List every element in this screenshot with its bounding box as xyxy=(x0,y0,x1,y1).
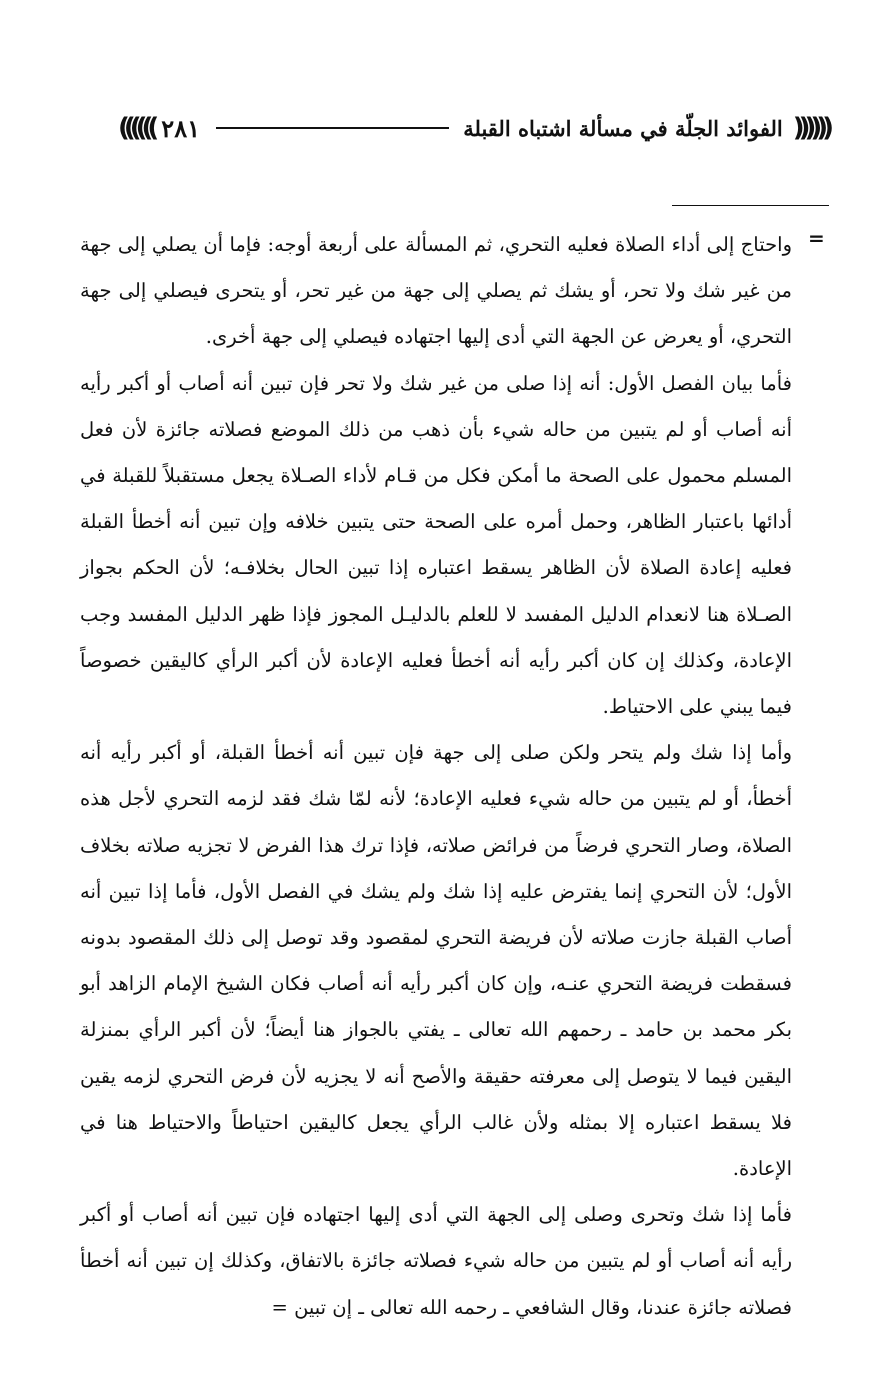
continuation-mark: = xyxy=(808,226,825,250)
header-ornament-left: )))))) xyxy=(118,113,154,143)
paragraph-1: واحتاج إلى أداء الصلاة فعليه التحري، ثم المسألة على أربعة أوجه: فإما أن يصلي إلى جهة من غير شك ولا تحر، أو يشك ثم يصلي إلى جهة من غير تحر، أو يتحرى فيصلي إلى جهة التحري، أو يعرض عن الجهة التي أدى إليها اجتهاده فيصلي إلى جهة أخرى. xyxy=(80,233,792,349)
header-title: الفوائد الجلّة في مسألة اشتباه القبلة xyxy=(463,115,783,141)
header-ornament-right: (((((( xyxy=(792,113,828,143)
paragraph-2: فأما بيان الفصل الأول: أنه إذا صلى من غير شك ولا تحر فإن تبين أنه أصاب أو أكبر رأيه أنه أصاب أو لم يتبين من حاله شيء بأن ذهب من ذلك الموضع فصلاته جائزة لأن فعل المسلم محمول على الصحة ما أمكن فكل من قـام لأداء الصـلاة يجعل مستقبلاً للقبلة في أدائها باعتبار الظاهر، وحمل أمره على الصحة حتى يتبين خلافه وإن تبين أنه أخطأ القبلة فعليه إعادة الصلاة لأن الظاهر يسقط اعتباره إذا تبين الحال بخلافـه؛ لأن الحكم بجواز الصـلاة هنا لانعدام الدليل المفسد لا للعلم بالدليـل المجوز فإذا ظهر الدليل المفسد وجب الإعادة، وكذلك إن كان أكبر رأيه أنه أخطأ فعليه الإعادة لأن أكبر الرأي كاليقين خصوصاً فيما يبني على الاحتياط. xyxy=(80,371,792,719)
page-number: ٢٨١ xyxy=(161,113,200,143)
paragraph-3: وأما إذا شك ولم يتحر ولكن صلى إلى جهة فإن تبين أنه أخطأ القبلة، أو أكبر رأيه أنه أخطأ، أو لم يتبين من حاله شيء فعليه الإعادة؛ لأنه لمّا شك فقد لزمه التحري لأجل هذه الصلاة، وصار التحري فرضاً من فرائض صلاته، فإذا ترك هذا الفرض لا تجزيه صلاته بخلاف الأول؛ لأن التحري إنما يفترض عليه إذا شك ولم يشك في الفصل الأول، فأما إذا تبين أنه أصاب القبلة جازت صلاته لأن فريضة التحري لمقصود وقد توصل إلى ذلك المقصود بدونه فسقطت فريضة التحري عنـه، وإن كان أكبر رأيه أنه أصاب فكان الشيخ الإمام الزاهد أبو بكر محمد بن حامد ـ رحمهم الله تعالى ـ يفتي بالجواز هنا أيضاً؛ لأن أكبر الرأي بمنزلة اليقين فيما لا يتوصل إلى معرفته حقيقة والأصح أنه لا يجزيه لأن فرض التحري لزمه يقين فلا يسقط اعتباره إلا بمثله ولأن غالب الرأي يجعل كاليقين احتياطاً والاحتياط هنا في الإعادة. xyxy=(80,741,793,1181)
running-header xyxy=(118,108,828,148)
footnote-rule xyxy=(672,205,829,206)
header-rule xyxy=(216,127,449,129)
footnote-body xyxy=(80,222,792,1331)
paragraph-4: فأما إذا شك وتحرى وصلى إلى الجهة التي أدى إليها اجتهاده فإن تبين أنه أصاب أو أكبر رأيه أنه أصاب أو لم يتبين من حاله شيء فصلاته جائزة بالاتفاق، وكذلك إن تبين أنه أخطأ فصلاته جائزة عندنا، وقال الشافعي ـ رحمه الله تعالى ـ إن تبين = xyxy=(80,1203,792,1319)
